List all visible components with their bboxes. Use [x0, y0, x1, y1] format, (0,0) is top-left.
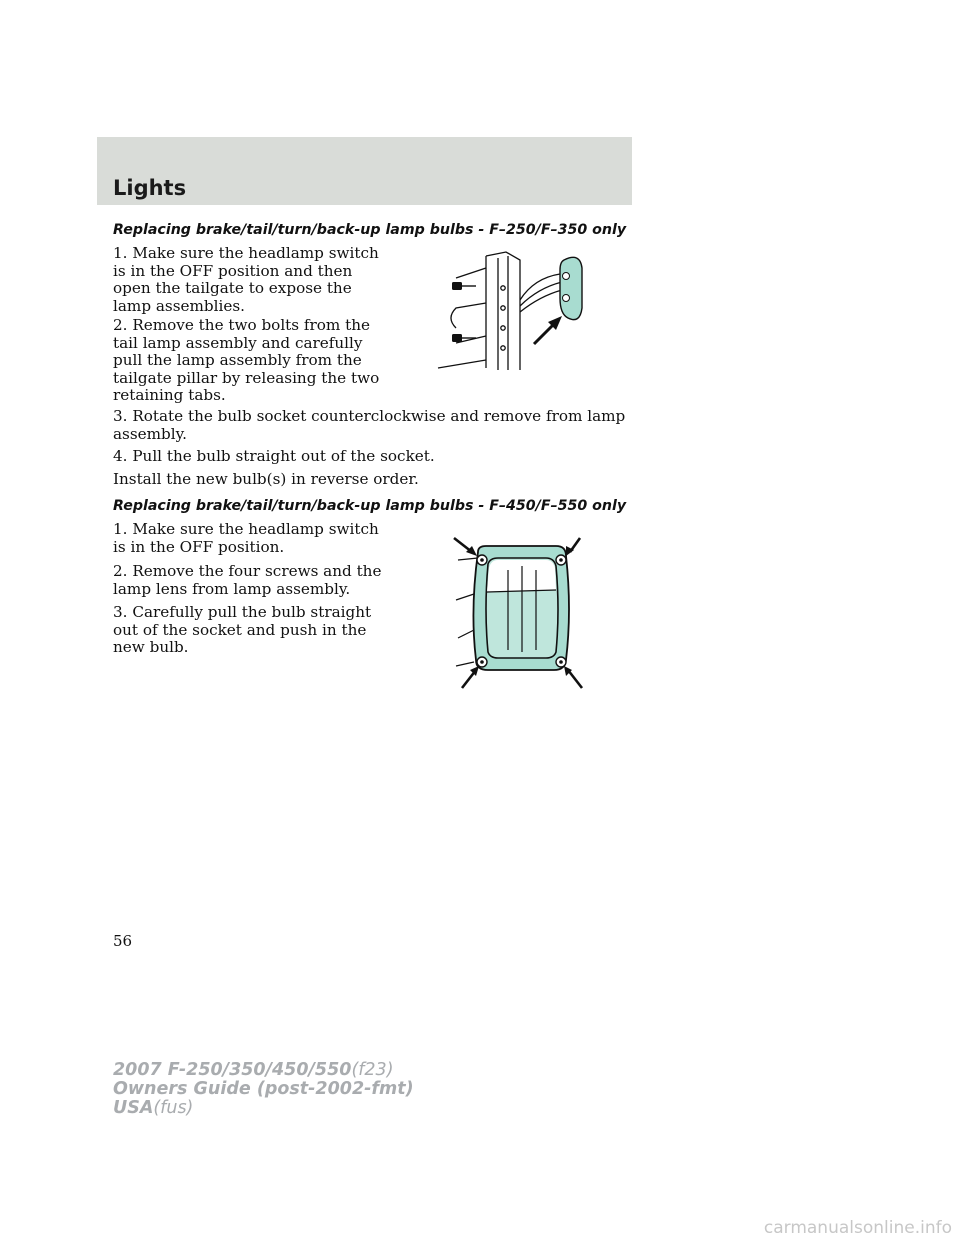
page-number: 56 [113, 932, 133, 950]
footer-model: 2007 F-250/350/450/550 [113, 1060, 352, 1080]
footer-region-line [113, 1099, 414, 1118]
footer-model-code: (f23) [351, 1060, 394, 1080]
step-3-f250: 3. Rotate the bulb socket counterclockwise and remove from lamp assembly. [113, 407, 626, 443]
section-title: Lights [113, 176, 187, 200]
footer-model-line [113, 1061, 414, 1080]
tail-lamp-removal-illustration [436, 248, 596, 378]
step-3-f450: 3. Carefully pull the bulb straight out of the socket and push in the new bulb. [113, 603, 372, 657]
document-footer [113, 1061, 414, 1118]
lamp-lens-screws-illustration [438, 530, 586, 690]
footer-guide: Owners Guide (post-2002-fmt) [113, 1079, 414, 1099]
subheading-f250-f350: Replacing brake/tail/turn/back-up lamp bulbs - F–250/F–350 only [113, 222, 627, 238]
footer-region-code: (fus) [153, 1098, 194, 1118]
watermark: carmanualsonline.info [763, 1218, 952, 1238]
step-1-f450: 1. Make sure the headlamp switch is in the OFF position. [113, 520, 379, 556]
step-2-f250: 2. Remove the two bolts from the tail lamp assembly and carefully pull the lamp assembly from the tailgate pillar by releasing the two retaining tabs. [113, 316, 380, 405]
subheading-f450-f550: Replacing brake/tail/turn/back-up lamp bulbs - F–450/F–550 only [113, 498, 627, 514]
install-note: Install the new bulb(s) in reverse order. [113, 470, 419, 488]
step-4-f250: 4. Pull the bulb straight out of the socket. [113, 447, 435, 465]
step-2-f450: 2. Remove the four screws and the lamp lens from lamp assembly. [113, 562, 382, 598]
step-1-f250: 1. Make sure the headlamp switch is in the OFF position and then open the tailgate to expose the lamp assemblies. [113, 244, 379, 315]
footer-region: USA [113, 1098, 154, 1118]
